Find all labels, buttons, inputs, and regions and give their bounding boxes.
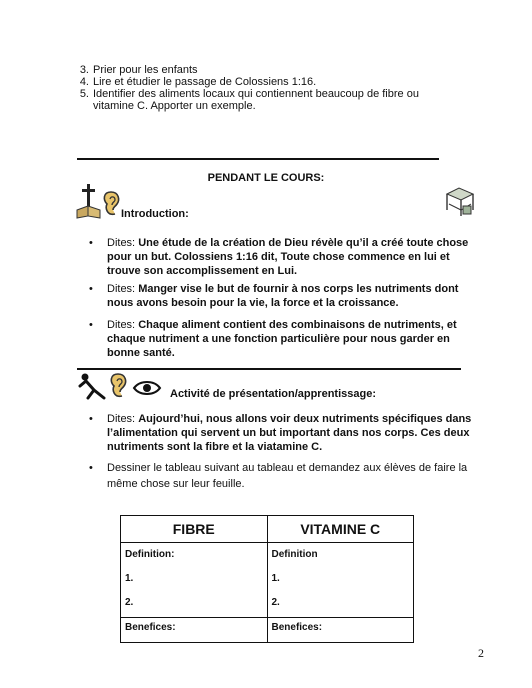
intro-heading: Introduction: — [121, 208, 189, 220]
intro-bullet-3: • Dites: Chaque aliment contient des combinaisons de nutriments, et chaque nutriment a une fonction particulière pour nous garder en bonne santé. — [89, 319, 457, 359]
vitamin-definition-cell: Definition 1. 2. — [267, 543, 414, 618]
ear-icon — [108, 372, 128, 400]
vitamin-benefits-cell: Benefices: — [267, 618, 414, 643]
table-header-vitamin-c: VITAMINE C — [267, 516, 414, 543]
intro-bullet-1: • Dites: Une étude de la création de Dieu révèle qu’il a créé toute chose pour un but. Colossiens 1:16 dit, Toute chose commence en lui et trouve son accomplissement en Lui. — [89, 237, 469, 277]
activity-bullet-2: • Dessiner le tableau suivant au tableau et demandez aux élèves de faire la même chose sur leur feuille. — [89, 462, 468, 490]
divider-rule — [77, 368, 461, 370]
page-number: 2 — [478, 646, 484, 660]
list-item-5: 5. Identifier des aliments locaux qui contiennent beaucoup de fibre ou — [79, 88, 419, 100]
stretching-person-icon — [78, 372, 106, 400]
fibre-benefits-cell: Benefices: — [121, 618, 268, 643]
list-item-5-continuation: vitamine C. Apporter un exemple. — [93, 100, 256, 112]
activity-heading: Activité de présentation/apprentissage: — [170, 388, 376, 400]
list-item-4: 4. Lire et étudier le passage de Colossiens 1:16. — [79, 76, 317, 88]
table-header-fibre: FIBRE — [121, 516, 268, 543]
section-title: PENDANT LE COURS: — [207, 172, 325, 184]
list-item-3: 3. Prier pour les enfants — [79, 64, 198, 76]
ear-icon — [101, 190, 121, 218]
intro-bullet-2: • Dites: Manger vise le but de fournir à nos corps les nutriments dont nous avons besoin pour la vie, la force et la croissance. — [89, 283, 459, 309]
desk-icon — [443, 186, 475, 220]
fibre-definition-cell: Definition: 1. 2. — [121, 543, 268, 618]
activity-bullet-1: • Dites: Aujourd’hui, nous allons voir deux nutriments spécifiques dans l’alimentation qui servent un but important dans nos corps. Ces deux nutriments sont la fibre et la viatamine C. — [89, 413, 472, 453]
eye-icon — [132, 380, 162, 396]
fibre-vitamin-table — [120, 515, 414, 643]
divider-rule — [77, 158, 439, 160]
cross-book-icon — [76, 182, 102, 218]
